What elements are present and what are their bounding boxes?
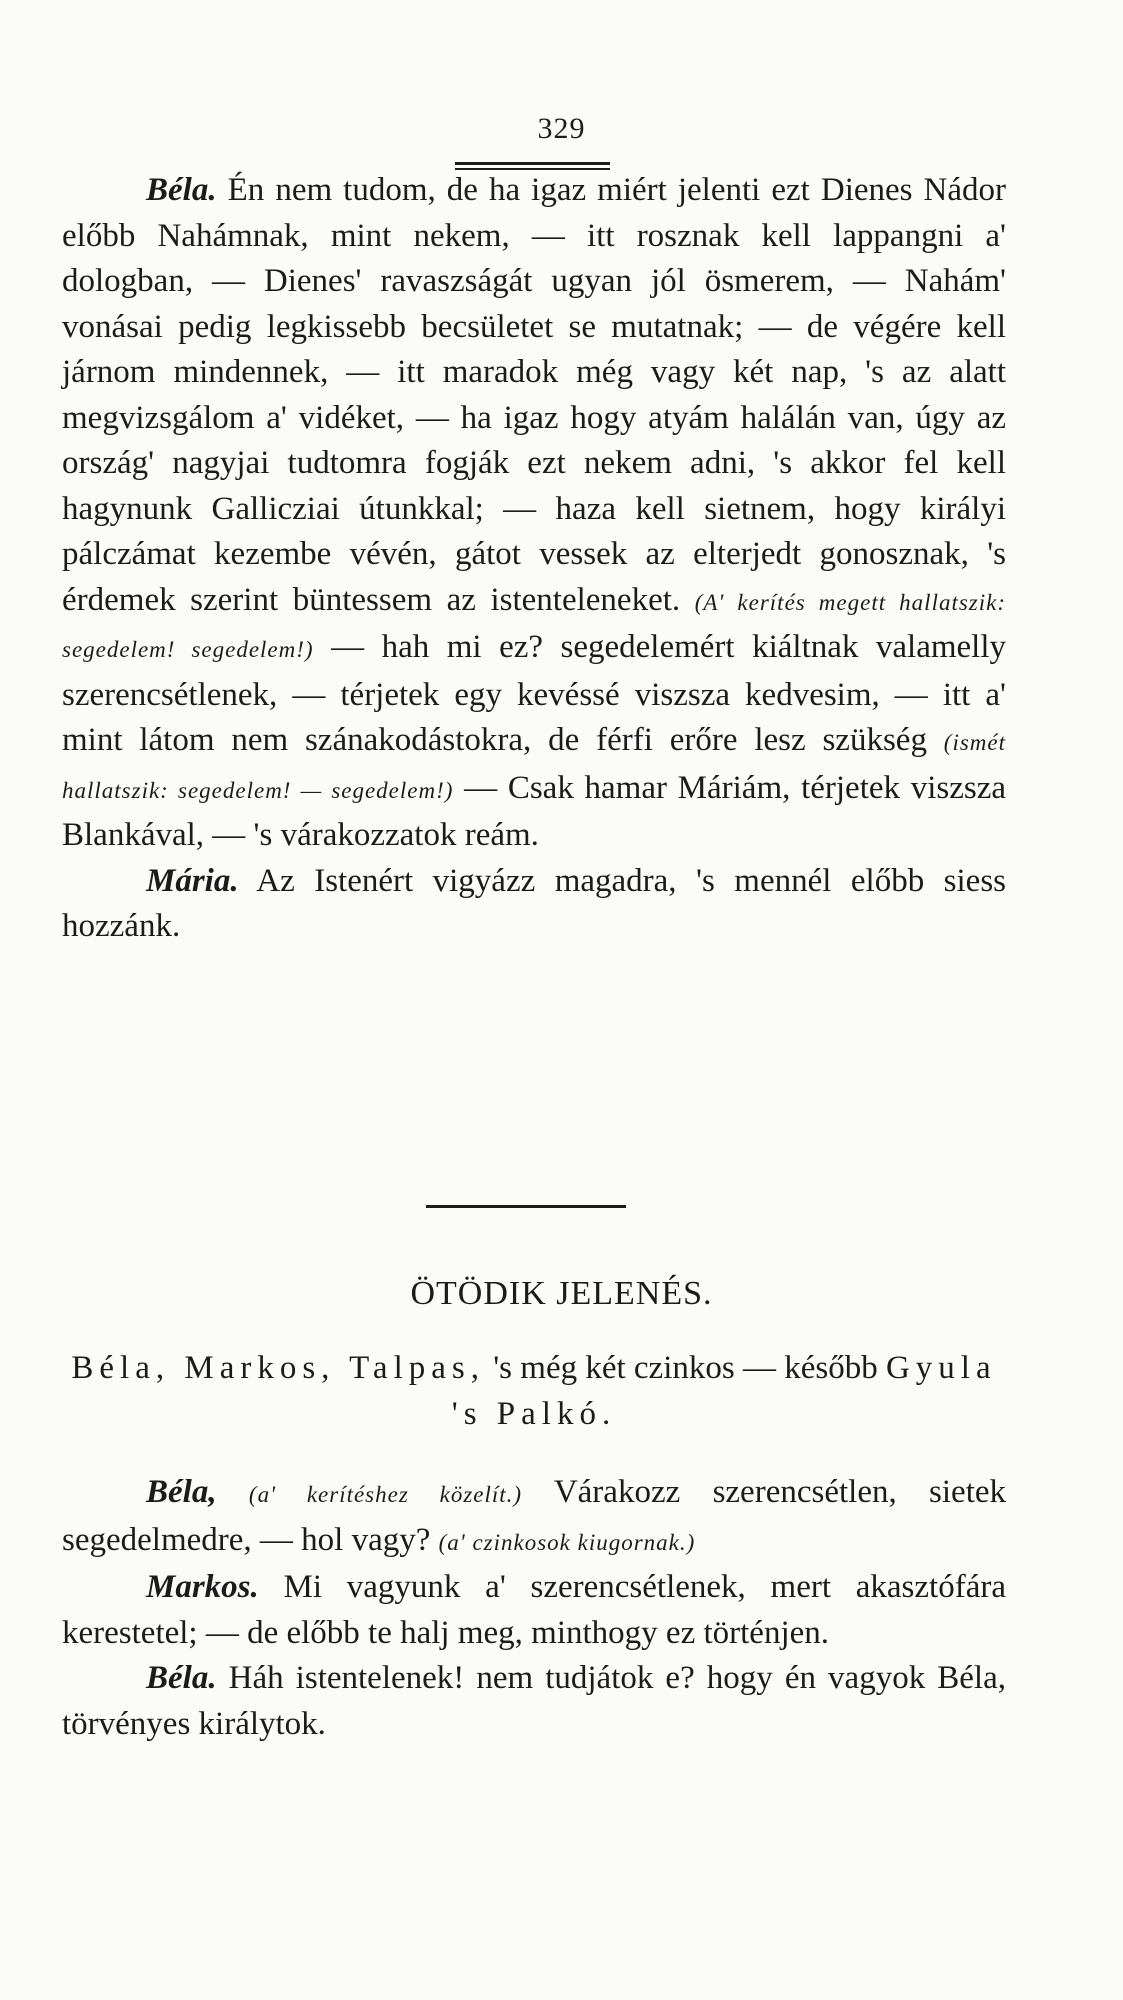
stage-direction: (a' czinkosok kiugornak.) xyxy=(438,1529,696,1555)
dialogue-section-2 xyxy=(62,1470,1006,1747)
stage-direction: (ismét hallatszik: segedelem! — segedelem!) xyxy=(62,730,1007,803)
scene-heading: ÖTÖDIK JELENÉS. xyxy=(410,1275,713,1312)
speech-bela-3 xyxy=(62,1656,1006,1747)
speech-bela-2 xyxy=(62,1470,1006,1565)
speaker-name: Béla, xyxy=(146,1474,217,1510)
cast-names: Gyula 's Palkó. xyxy=(451,1350,997,1432)
cast-list xyxy=(62,1345,1006,1437)
speech-text: Várakozz szerencsétlen, sietek segedelmedre, — hol vagy? xyxy=(62,1474,1007,1558)
speaker-name: Béla. xyxy=(146,172,217,208)
speech-text: Háh istentelenek! nem tudjátok e? hogy én vagyok Béla, törvényes királytok. xyxy=(62,1660,1006,1742)
page-number: 329 xyxy=(537,112,586,145)
speech-text: — hah mi ez? segedelemért kiáltnak valamelly szerencsétlenek, — térjetek egy kevéssé viszsza kedvesim, — itt a' mint látom nem szánakodástokra, de férfi erőre lesz szükség xyxy=(62,629,1007,758)
speech-text: Az Istenért vigyázz magadra, 's mennél előbb siess hozzánk. xyxy=(62,862,1006,944)
speaker-name: Markos. xyxy=(146,1569,259,1605)
speech-text: Én nem tudom, de ha igaz miért jelenti ezt Dienes Nádor előbb Nahámnak, mint nekem, — itt rosznak kell lappangni a' dologban, — Dienes' ravaszságát ugyan jól ösmerem, — Nahám' vonásai pedig legkissebb becsületet se mutatnak; — de végére kell járnom mindennek, — itt maradok még vagy két nap, 's az alatt megvizsgálom a' vidéket, — ha igaz hogy atyám halálán van, úgy az ország' nagyjai tudtomra fogják ezt nekem adni, 's akkor fel kell hagynunk Gallicziai útunkkal; — haza kell sietnem, hogy királyi pálczámat kezembe vévén, gátot vessek az elterjedt gonosznak, 's érdemek szerint büntessem az istenteleneket. xyxy=(62,172,1007,618)
dialogue-section-1 xyxy=(62,168,1006,950)
speech-markos xyxy=(62,1565,1006,1656)
speech-text: Mi vagyunk a' szerencsétlenek, mert akasztófára kerestetel; — de előbb te halj meg, minthogy ez történjen. xyxy=(62,1569,1006,1651)
stage-direction: (A' kerítés megett hallatszik: segedelem! segedelem!) xyxy=(62,589,1007,662)
speech-text: — Csak hamar Máriám, térjetek viszsza Blankával, — 's várakozzatok reám. xyxy=(62,769,1006,853)
speaker-name: Béla. xyxy=(146,1660,217,1696)
speech-bela-1 xyxy=(62,168,1006,859)
cast-note: 's még két czinkos — később xyxy=(493,1350,878,1386)
section-divider xyxy=(426,1205,626,1208)
speech-maria xyxy=(62,859,1006,950)
cast-names: Béla, Markos, Talpas, xyxy=(71,1350,485,1386)
stage-direction: (a' kerítéshez közelít.) xyxy=(248,1482,523,1507)
speaker-name: Mária. xyxy=(146,862,239,899)
